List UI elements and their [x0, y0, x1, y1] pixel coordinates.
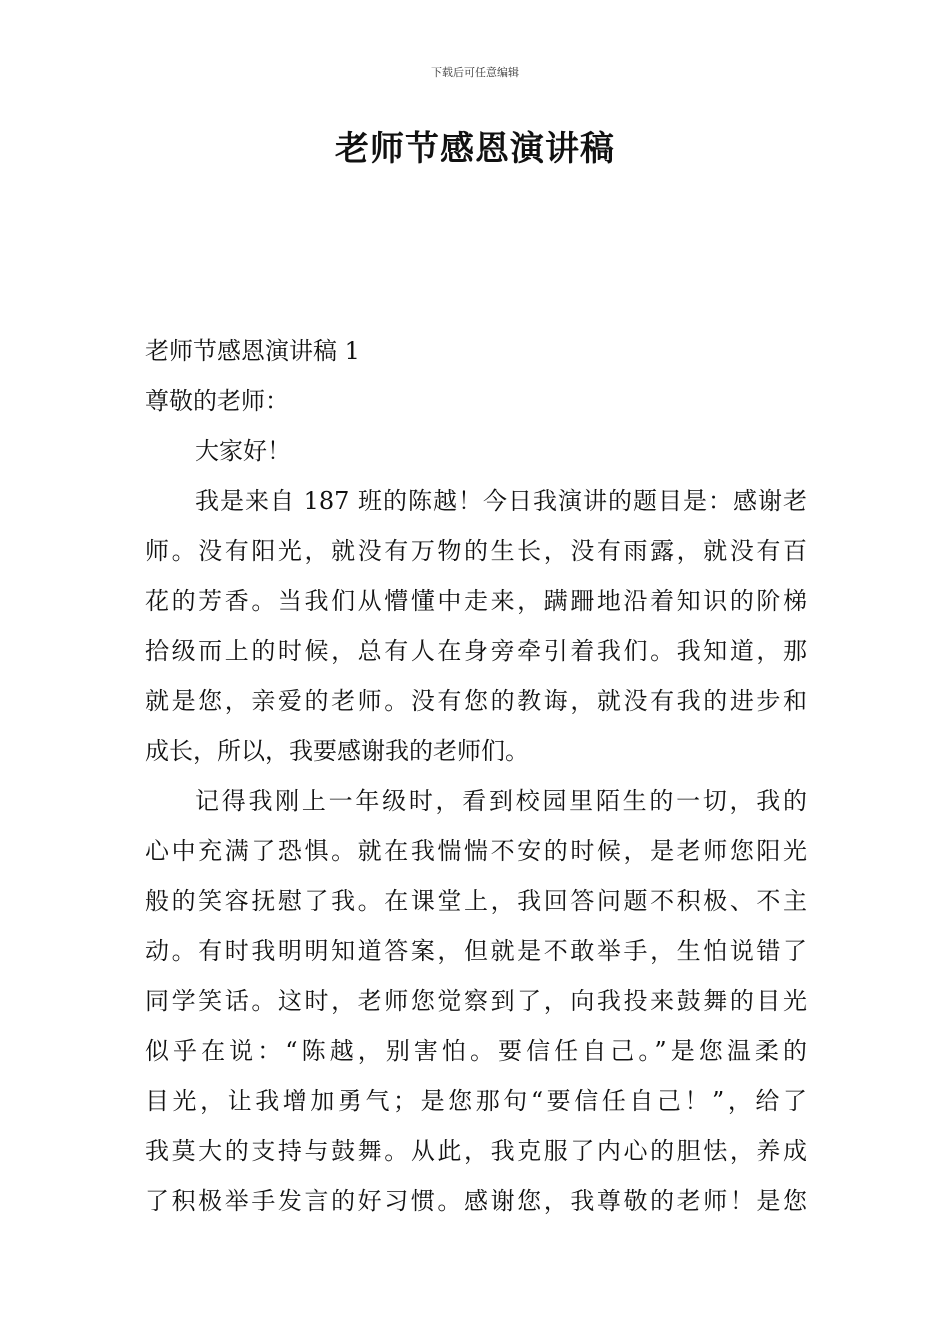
paragraph-line: 拾级而上的时候，总有人在身旁牵引着我们。我知道，那 [145, 637, 807, 665]
section-heading: 老师节感恩演讲稿 1 [145, 337, 360, 365]
document-title: 老师节感恩演讲稿 [335, 129, 615, 169]
paragraph-line: 成长，所以，我要感谢我的老师们。 [145, 737, 529, 765]
paragraph-line: 同学笑话。这时，老师您觉察到了，向我投来鼓舞的目光 [145, 987, 807, 1015]
salutation: 尊敬的老师： [145, 387, 289, 415]
paragraph-line: 记得我刚上一年级时，看到校园里陌生的一切，我的 [195, 787, 807, 815]
paragraph-line: 我莫大的支持与鼓舞。从此，我克服了内心的胆怯，养成 [145, 1137, 807, 1165]
paragraph-line: 师。没有阳光，就没有万物的生长，没有雨露，就没有百 [145, 537, 807, 565]
paragraph-line: 了积极举手发言的好习惯。感谢您，我尊敬的老师！是您 [145, 1187, 807, 1215]
paragraph-line: 般的笑容抚慰了我。在课堂上，我回答问题不积极、不主 [145, 887, 807, 915]
paragraph-line: 似乎在说：“陈越，别害怕。要信任自己。”是您温柔的 [145, 1037, 807, 1065]
paragraph-line: 就是您，亲爱的老师。没有您的教诲，就没有我的进步和 [145, 687, 807, 715]
paragraph-line: 我是来自 187 班的陈越！今日我演讲的题目是：感谢老 [195, 487, 807, 515]
document-body [145, 326, 807, 1226]
paragraph-line: 目光，让我增加勇气；是您那句“要信任自己！”，给了 [145, 1087, 807, 1115]
paragraph-line: 动。有时我明明知道答案，但就是不敢举手，生怕说错了 [145, 937, 807, 965]
greeting: 大家好！ [195, 437, 291, 465]
header-note: 下载后可任意编辑 [431, 66, 519, 79]
paragraph-line: 心中充满了恐惧。就在我惴惴不安的时候，是老师您阳光 [145, 837, 807, 865]
paragraph-line: 花的芳香。当我们从懵懂中走来，蹒跚地沿着知识的阶梯 [145, 587, 807, 615]
